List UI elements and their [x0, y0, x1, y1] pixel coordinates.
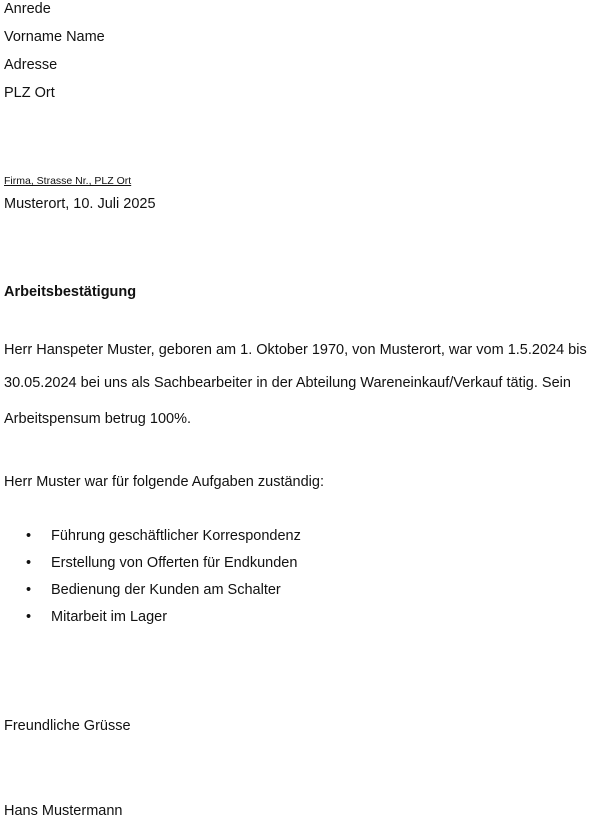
- document-title: Arbeitsbestätigung: [4, 284, 137, 300]
- recipient-city: PLZ Ort: [4, 85, 55, 101]
- task-text: Erstellung von Offerten für Endkunden: [51, 555, 298, 571]
- body-line-3: Arbeitspensum betrug 100%.: [4, 411, 191, 427]
- body-line-2: 30.05.2024 bei uns als Sachbearbeiter in der Abteilung Wareneinkauf/Verkauf tätig. Sein: [4, 375, 571, 391]
- bullet-icon: •: [26, 555, 32, 571]
- recipient-address: Adresse: [4, 57, 58, 73]
- signer-name: Hans Mustermann: [4, 803, 123, 819]
- bullet-icon: •: [26, 528, 32, 544]
- recipient-name: Vorname Name: [4, 29, 105, 45]
- sender-line: Firma, Strasse Nr., PLZ Ort: [4, 175, 132, 187]
- bullet-icon: •: [26, 609, 32, 625]
- task-text: Bedienung der Kunden am Schalter: [51, 582, 281, 598]
- date-line: Musterort, 10. Juli 2025: [4, 196, 156, 212]
- closing-line: Freundliche Grüsse: [4, 718, 131, 734]
- tasks-intro: Herr Muster war für folgende Aufgaben zuständig:: [4, 474, 324, 490]
- task-text: Führung geschäftlicher Korrespondenz: [51, 528, 301, 544]
- body-line-1: Herr Hanspeter Muster, geboren am 1. Oktober 1970, von Musterort, war vom 1.5.2024 bis: [4, 342, 587, 358]
- recipient-salutation: Anrede: [4, 1, 51, 17]
- bullet-icon: •: [26, 582, 32, 598]
- task-text: Mitarbeit im Lager: [51, 609, 168, 625]
